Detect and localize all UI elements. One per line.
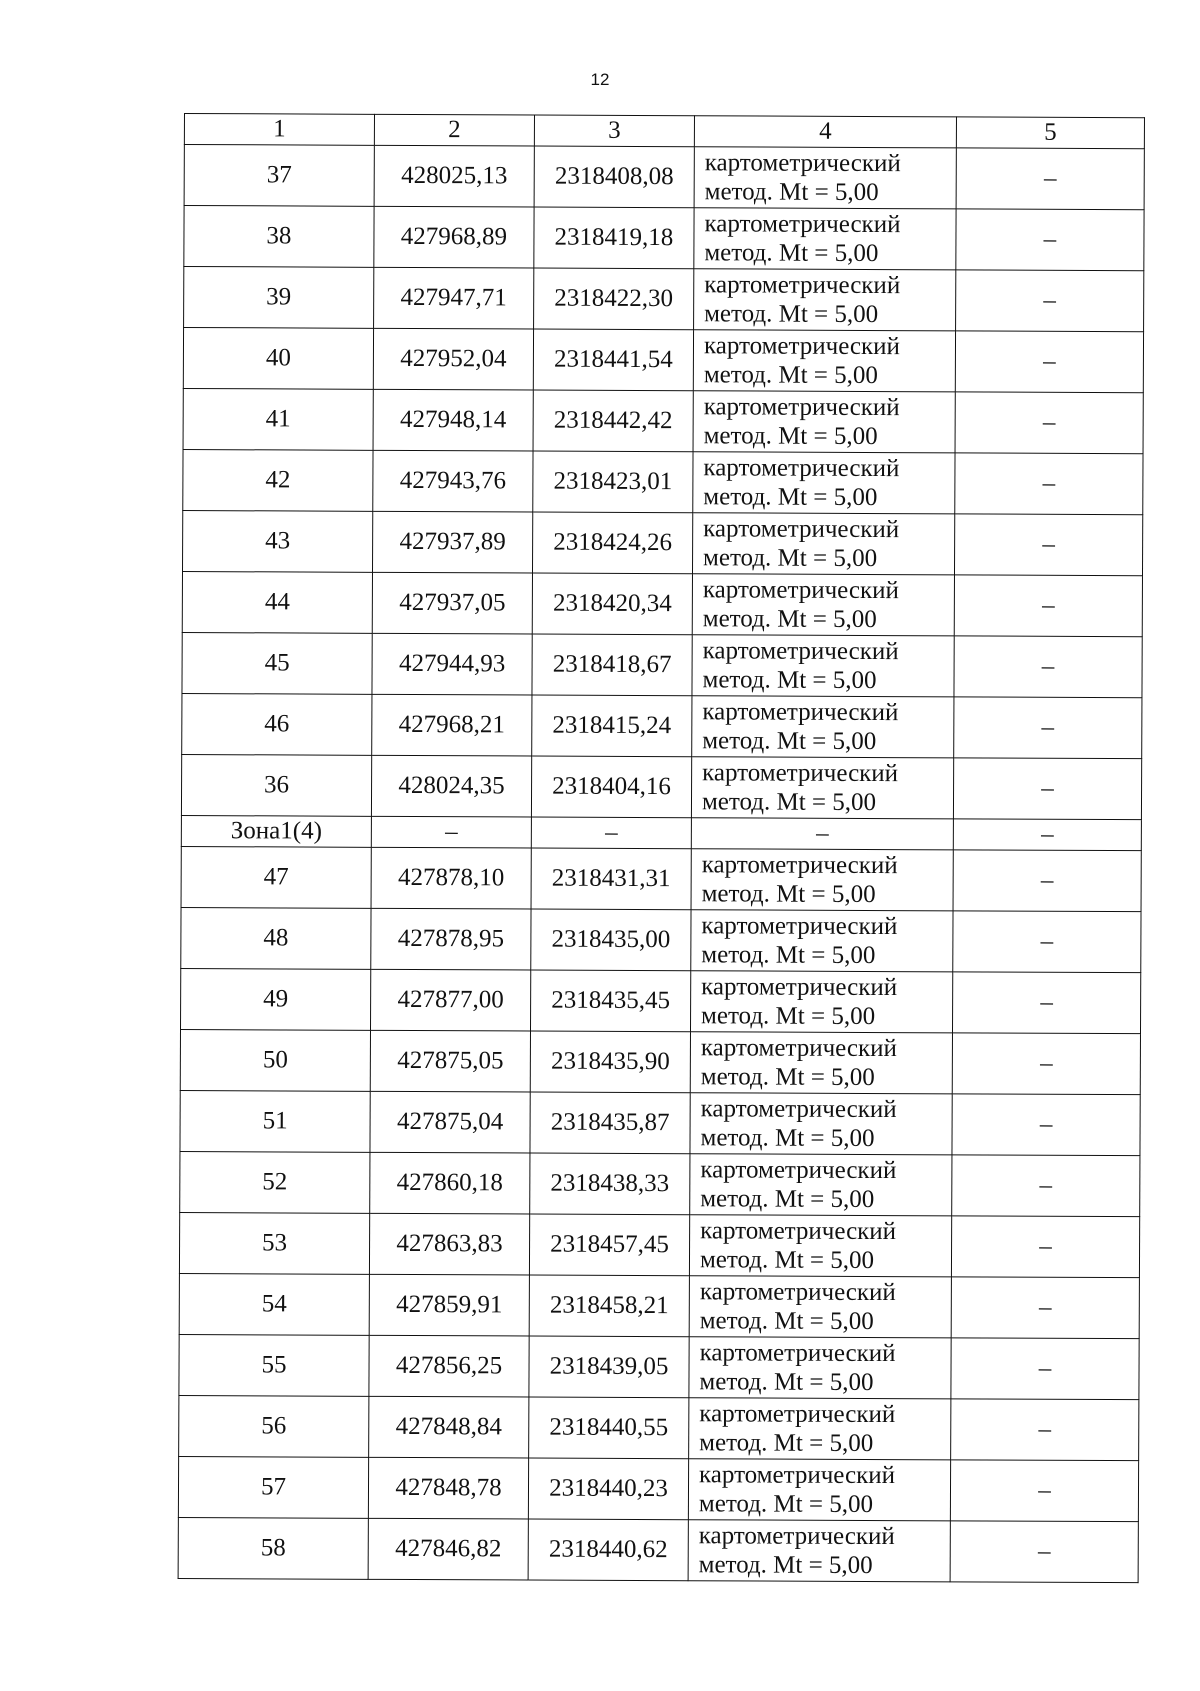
header-cell-4: 4	[694, 116, 956, 148]
method-line-1: картометрический	[699, 1339, 896, 1368]
method-line-1: картометрический	[702, 576, 899, 605]
zone-label-cell: Зона1(4)	[181, 815, 371, 847]
method-line-1: картометрический	[700, 1034, 897, 1063]
x-coordinate-cell: 427878,95	[371, 908, 531, 970]
point-number-cell: 39	[184, 267, 374, 329]
table-row	[179, 1334, 1139, 1399]
method-line-1: картометрический	[704, 210, 901, 239]
x-coordinate-cell: 427863,83	[369, 1213, 529, 1275]
y-coordinate-cell: 2318439,05	[529, 1336, 689, 1398]
method-line-2: метод. Mt = 5,00	[698, 1490, 874, 1519]
x-coordinate-cell: 428025,13	[374, 145, 534, 207]
method-line-2: метод. Mt = 5,00	[700, 1063, 875, 1092]
y-coordinate-cell: 2318424,26	[532, 512, 692, 574]
y-coordinate-cell: 2318423,01	[533, 451, 693, 513]
method-cell	[691, 910, 953, 972]
accuracy-cell: –	[951, 1216, 1139, 1278]
header-cell-5: 5	[956, 117, 1144, 149]
x-coordinate-cell: 427944,93	[372, 633, 532, 695]
point-number-cell: 58	[178, 1517, 368, 1579]
accuracy-cell: –	[952, 972, 1140, 1034]
x-coordinate-cell: 427877,00	[370, 969, 530, 1031]
zone-cell-4: –	[691, 818, 953, 850]
zone-cell-5: –	[953, 819, 1141, 851]
method-line-2: метод. Mt = 5,00	[704, 178, 879, 207]
accuracy-cell: –	[955, 453, 1143, 515]
method-cell	[694, 269, 956, 331]
x-coordinate-cell: 427968,89	[374, 206, 534, 268]
y-coordinate-cell: 2318438,33	[530, 1153, 690, 1215]
header-cell-3: 3	[534, 115, 694, 147]
table-row	[179, 1395, 1139, 1460]
x-coordinate-cell: 427848,84	[369, 1396, 529, 1458]
point-number-cell: 47	[181, 846, 371, 908]
y-coordinate-cell: 2318408,08	[534, 146, 694, 208]
accuracy-cell: –	[954, 697, 1142, 759]
x-coordinate-cell: 427860,18	[370, 1152, 530, 1214]
table-row	[183, 328, 1143, 393]
method-line-2: метод. Mt = 5,00	[703, 422, 878, 451]
method-line-2: метод. Mt = 5,00	[704, 300, 879, 329]
method-cell	[692, 513, 954, 575]
method-cell	[690, 1032, 952, 1094]
y-coordinate-cell: 2318422,30	[534, 268, 694, 330]
point-number-cell: 57	[178, 1456, 368, 1518]
x-coordinate-cell: 427875,04	[370, 1091, 530, 1153]
y-coordinate-cell: 2318419,18	[534, 207, 694, 269]
method-line-2: метод. Mt = 5,00	[703, 544, 878, 573]
method-line-1: картометрический	[704, 271, 901, 300]
method-line-2: метод. Mt = 5,00	[703, 483, 878, 512]
table-row	[183, 388, 1143, 453]
method-cell	[691, 849, 953, 911]
accuracy-cell: –	[956, 270, 1144, 332]
method-cell	[689, 1337, 951, 1399]
method-line-2: метод. Mt = 5,00	[699, 1246, 875, 1275]
y-coordinate-cell: 2318420,34	[532, 573, 692, 635]
accuracy-cell: –	[952, 1155, 1140, 1217]
y-coordinate-cell: 2318440,62	[528, 1519, 688, 1581]
table-row	[180, 1151, 1140, 1216]
table-row	[180, 1090, 1140, 1155]
x-coordinate-cell: 427943,76	[373, 450, 533, 512]
zone-row	[181, 815, 1141, 850]
method-line-1: картометрический	[699, 1400, 896, 1429]
table-row	[180, 1029, 1140, 1094]
zone-cell-2: –	[371, 816, 531, 848]
point-number-cell: 37	[184, 145, 374, 207]
x-coordinate-cell: 427952,04	[373, 328, 533, 390]
y-coordinate-cell: 2318441,54	[533, 329, 693, 391]
method-line-1: картометрический	[703, 515, 900, 544]
method-cell	[689, 1276, 951, 1338]
table-row	[181, 968, 1141, 1033]
method-line-2: метод. Mt = 5,00	[704, 239, 879, 268]
x-coordinate-cell: 427937,05	[372, 572, 532, 634]
table-row	[184, 267, 1144, 332]
method-line-2: метод. Mt = 5,00	[699, 1307, 874, 1336]
accuracy-cell: –	[950, 1460, 1138, 1522]
accuracy-cell: –	[956, 148, 1144, 210]
method-line-2: метод. Mt = 5,00	[701, 880, 876, 909]
accuracy-cell: –	[951, 1338, 1139, 1400]
point-number-cell: 54	[179, 1273, 369, 1335]
point-number-cell: 42	[183, 449, 373, 511]
x-coordinate-cell: 427947,71	[374, 267, 534, 329]
point-number-cell: 48	[181, 907, 371, 969]
method-line-1: картометрический	[703, 454, 900, 483]
y-coordinate-cell: 2318457,45	[529, 1214, 689, 1276]
table-row	[181, 907, 1141, 972]
accuracy-cell: –	[954, 636, 1142, 698]
y-coordinate-cell: 2318435,45	[530, 970, 690, 1032]
point-number-cell: 40	[183, 328, 373, 390]
method-line-1: картометрический	[701, 912, 898, 941]
y-coordinate-cell: 2318458,21	[529, 1275, 689, 1337]
table-row	[182, 693, 1142, 758]
method-line-2: метод. Mt = 5,00	[700, 1185, 875, 1214]
y-coordinate-cell: 2318435,90	[530, 1031, 690, 1093]
x-coordinate-cell: 427859,91	[369, 1274, 529, 1336]
coordinates-table-wrapper	[178, 113, 1144, 1583]
x-coordinate-cell: 427968,21	[372, 694, 532, 756]
table-row	[182, 632, 1142, 697]
method-line-1: картометрический	[700, 1095, 897, 1124]
accuracy-cell: –	[956, 209, 1144, 271]
method-cell	[690, 1093, 952, 1155]
y-coordinate-cell: 2318442,42	[533, 390, 693, 452]
x-coordinate-cell: 427856,25	[369, 1335, 529, 1397]
y-coordinate-cell: 2318418,67	[532, 634, 692, 696]
method-cell	[689, 1215, 951, 1277]
method-line-1: картометрический	[704, 149, 901, 178]
method-line-2: метод. Mt = 5,00	[701, 941, 876, 970]
method-line-1: картометрический	[702, 698, 899, 727]
accuracy-cell: –	[951, 1277, 1139, 1339]
accuracy-cell: –	[950, 1521, 1138, 1583]
y-coordinate-cell: 2318440,55	[529, 1397, 689, 1459]
accuracy-cell: –	[954, 575, 1142, 637]
table-row	[181, 846, 1141, 911]
method-line-1: картометрический	[699, 1278, 896, 1307]
table-row	[182, 571, 1142, 636]
point-number-cell: 43	[182, 510, 372, 572]
method-line-2: метод. Mt = 5,00	[700, 1124, 875, 1153]
method-cell	[690, 1154, 952, 1216]
method-cell	[692, 696, 954, 758]
method-line-1: картометрический	[702, 637, 899, 666]
method-line-2: метод. Mt = 5,00	[701, 788, 877, 817]
method-line-1: картометрический	[700, 1156, 897, 1185]
table-row	[184, 206, 1144, 271]
point-number-cell: 50	[180, 1029, 370, 1091]
method-line-1: картометрический	[700, 1217, 897, 1246]
accuracy-cell: –	[953, 911, 1141, 973]
method-cell	[694, 147, 956, 209]
method-line-2: метод. Mt = 5,00	[702, 605, 877, 634]
y-coordinate-cell: 2318404,16	[531, 756, 691, 818]
table-row	[184, 145, 1144, 210]
header-cell-1: 1	[184, 114, 374, 146]
x-coordinate-cell: 428024,35	[371, 755, 531, 817]
x-coordinate-cell: 427937,89	[372, 511, 532, 573]
method-cell	[688, 1459, 950, 1521]
point-number-cell: 53	[179, 1212, 369, 1274]
method-cell	[693, 330, 955, 392]
method-line-1: картометрический	[701, 851, 898, 880]
method-cell	[691, 757, 953, 819]
x-coordinate-cell: 427948,14	[373, 389, 533, 451]
y-coordinate-cell: 2318431,31	[531, 848, 691, 910]
point-number-cell: 41	[183, 388, 373, 450]
method-line-1: картометрический	[698, 1522, 895, 1551]
y-coordinate-cell: 2318435,00	[531, 909, 691, 971]
method-line-2: метод. Mt = 5,00	[699, 1429, 874, 1458]
y-coordinate-cell: 2318440,23	[528, 1458, 688, 1520]
table-row	[181, 754, 1141, 819]
method-line-2: метод. Mt = 5,00	[701, 1002, 876, 1031]
method-line-2: метод. Mt = 5,00	[698, 1551, 873, 1580]
accuracy-cell: –	[953, 850, 1141, 912]
method-cell	[693, 452, 955, 514]
accuracy-cell: –	[954, 514, 1142, 576]
point-number-cell: 46	[182, 693, 372, 755]
point-number-cell: 56	[179, 1395, 369, 1457]
method-cell	[694, 208, 956, 270]
point-number-cell: 45	[182, 632, 372, 694]
y-coordinate-cell: 2318435,87	[530, 1092, 690, 1154]
x-coordinate-cell: 427848,78	[368, 1457, 528, 1519]
method-line-1: картометрический	[703, 332, 901, 361]
table-row	[179, 1273, 1139, 1338]
table-row	[183, 449, 1143, 514]
method-line-2: метод. Mt = 5,00	[702, 666, 877, 695]
coordinates-table	[178, 113, 1145, 1583]
accuracy-cell: –	[955, 331, 1143, 393]
x-coordinate-cell: 427878,10	[371, 847, 531, 909]
header-cell-2: 2	[374, 114, 534, 146]
coordinates-table-body	[178, 114, 1144, 1583]
accuracy-cell: –	[952, 1033, 1140, 1095]
y-coordinate-cell: 2318415,24	[532, 695, 692, 757]
point-number-cell: 49	[181, 968, 371, 1030]
point-number-cell: 51	[180, 1090, 370, 1152]
method-cell	[693, 391, 955, 453]
accuracy-cell: –	[953, 758, 1141, 820]
method-line-2: метод. Mt = 5,00	[702, 727, 877, 756]
point-number-cell: 38	[184, 206, 374, 268]
point-number-cell: 52	[180, 1151, 370, 1213]
point-number-cell: 44	[182, 571, 372, 633]
accuracy-cell: –	[951, 1399, 1139, 1461]
point-number-cell: 55	[179, 1334, 369, 1396]
x-coordinate-cell: 427846,82	[368, 1518, 528, 1580]
method-line-1: картометрический	[703, 393, 900, 422]
table-row	[178, 1456, 1138, 1521]
accuracy-cell: –	[955, 392, 1143, 454]
table-row	[179, 1212, 1139, 1277]
x-coordinate-cell: 427875,05	[370, 1030, 530, 1092]
accuracy-cell: –	[952, 1094, 1140, 1156]
method-cell	[690, 971, 952, 1033]
method-line-1: картометрический	[701, 973, 898, 1002]
method-cell	[692, 574, 954, 636]
method-line-1: картометрический	[702, 759, 899, 788]
page-number: 12	[590, 70, 610, 89]
zone-cell-3: –	[531, 817, 691, 849]
method-line-2: метод. Mt = 5,00	[703, 361, 878, 390]
method-line-1: картометрический	[699, 1461, 896, 1490]
table-row	[182, 510, 1142, 575]
method-line-2: метод. Mt = 5,00	[699, 1368, 874, 1397]
method-cell	[689, 1398, 951, 1460]
method-cell	[688, 1520, 950, 1582]
method-cell	[692, 635, 954, 697]
table-row	[178, 1517, 1138, 1582]
header-row	[184, 114, 1144, 149]
point-number-cell: 36	[181, 754, 371, 816]
